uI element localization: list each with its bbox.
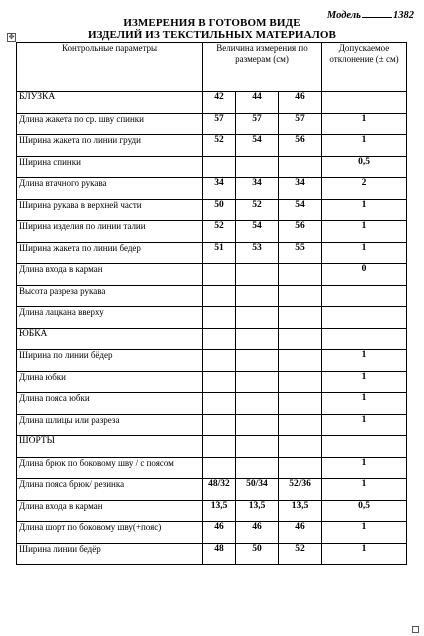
- table-row: [17, 307, 407, 329]
- size-value-3: [279, 264, 322, 286]
- table-row: [17, 135, 407, 157]
- size-value-3: [279, 328, 322, 350]
- size-value-1: [203, 414, 236, 436]
- size-value-1: [203, 285, 236, 307]
- size-value-2: 50: [236, 543, 279, 565]
- size-value-2: [236, 307, 279, 329]
- size-value-2: 34: [236, 178, 279, 200]
- size-value-3: [279, 156, 322, 178]
- size-value-2: [236, 285, 279, 307]
- table-move-handle-icon[interactable]: ✥: [8, 33, 15, 41]
- table-row: [17, 178, 407, 200]
- tolerance-value: 1: [322, 113, 407, 135]
- size-value-2: 54: [236, 221, 279, 243]
- tolerance-value: [322, 285, 407, 307]
- table-row: [17, 522, 407, 544]
- size-value-1: [203, 350, 236, 372]
- param-label: Ширина жакета по линии груди: [17, 135, 203, 157]
- size-value-3: [279, 436, 322, 458]
- measurements-table: [16, 42, 407, 565]
- tolerance-value: [322, 436, 407, 458]
- size-value-2: [236, 457, 279, 479]
- size-value-1: 52: [203, 135, 236, 157]
- size-value-2: [236, 371, 279, 393]
- table-row: [17, 242, 407, 264]
- size-value-3: 34: [279, 178, 322, 200]
- header-params: Контрольные параметры: [17, 43, 203, 92]
- size-value-2: 54: [236, 135, 279, 157]
- size-value-1: [203, 436, 236, 458]
- tolerance-value: 1: [322, 479, 407, 501]
- param-label: Длина брюк по боковому шву / с поясом: [17, 457, 203, 479]
- size-value-3: [279, 371, 322, 393]
- size-value-3: [279, 414, 322, 436]
- size-value-2: [236, 264, 279, 286]
- size-value-3: 46: [279, 92, 322, 114]
- table-row: [17, 371, 407, 393]
- size-value-2: 46: [236, 522, 279, 544]
- param-label: Длина пояса брюк/ резинка: [17, 479, 203, 501]
- table-header-row: [17, 43, 407, 92]
- header-tolerance: Допускаемое отклонение (± см): [322, 43, 407, 92]
- param-label: Длина втачного рукава: [17, 178, 203, 200]
- size-value-3: 56: [279, 135, 322, 157]
- param-label: Длина входа в карман: [17, 264, 203, 286]
- tolerance-value: 0,5: [322, 500, 407, 522]
- param-label: Длина шорт по боковому шву(+пояс): [17, 522, 203, 544]
- size-value-1: [203, 371, 236, 393]
- size-value-2: [236, 328, 279, 350]
- size-value-1: [203, 457, 236, 479]
- param-label: Длина жакета по ср. шву спинки: [17, 113, 203, 135]
- size-value-3: 56: [279, 221, 322, 243]
- size-value-1: 46: [203, 522, 236, 544]
- param-label: Ширина линии бедёр: [17, 543, 203, 565]
- size-value-2: 57: [236, 113, 279, 135]
- size-value-2: 52: [236, 199, 279, 221]
- size-value-1: 51: [203, 242, 236, 264]
- size-value-3: [279, 350, 322, 372]
- table-body: [17, 92, 407, 565]
- tolerance-value: 1: [322, 457, 407, 479]
- tolerance-value: [322, 328, 407, 350]
- tolerance-value: 1: [322, 371, 407, 393]
- size-value-1: 57: [203, 113, 236, 135]
- table-row: [17, 543, 407, 565]
- table-row: [17, 479, 407, 501]
- size-value-2: [236, 156, 279, 178]
- table-row: [17, 285, 407, 307]
- param-label: Длина шлицы или разреза: [17, 414, 203, 436]
- size-value-3: 57: [279, 113, 322, 135]
- param-label: Длина пояса юбки: [17, 393, 203, 415]
- header-sizes: Величина измерения по размерам (см): [203, 43, 322, 92]
- size-value-2: [236, 436, 279, 458]
- section-label: ШОРТЫ: [17, 436, 203, 458]
- size-value-2: 44: [236, 92, 279, 114]
- table-row: [17, 393, 407, 415]
- table-row: [17, 350, 407, 372]
- param-label: Ширина жакета по линии бедер: [17, 242, 203, 264]
- table-row: [17, 221, 407, 243]
- size-value-3: 52: [279, 543, 322, 565]
- size-value-1: 13,5: [203, 500, 236, 522]
- size-value-2: 13,5: [236, 500, 279, 522]
- tolerance-value: [322, 92, 407, 114]
- table-row: [17, 414, 407, 436]
- size-value-3: 13,5: [279, 500, 322, 522]
- size-value-1: 42: [203, 92, 236, 114]
- tolerance-value: 2: [322, 178, 407, 200]
- tolerance-value: 0: [322, 264, 407, 286]
- section-row: [17, 92, 407, 114]
- size-value-1: 48: [203, 543, 236, 565]
- param-label: Ширина спинки: [17, 156, 203, 178]
- table-row: [17, 457, 407, 479]
- size-value-3: [279, 457, 322, 479]
- model-prefix: Модель: [326, 10, 361, 21]
- size-value-3: [279, 285, 322, 307]
- table-row: [17, 199, 407, 221]
- size-value-2: [236, 350, 279, 372]
- size-value-1: [203, 156, 236, 178]
- size-value-3: [279, 393, 322, 415]
- table-row: [17, 264, 407, 286]
- param-label: Ширина изделия по линии талии: [17, 221, 203, 243]
- section-row: [17, 436, 407, 458]
- size-value-1: 48/32: [203, 479, 236, 501]
- tolerance-value: 1: [322, 414, 407, 436]
- document-title-line-2: ИЗДЕЛИЙ ИЗ ТЕКСТИЛЬНЫХ МАТЕРИАЛОВ: [88, 29, 336, 41]
- tolerance-value: 1: [322, 135, 407, 157]
- size-value-3: 55: [279, 242, 322, 264]
- param-label: Высота разреза рукава: [17, 285, 203, 307]
- section-row: [17, 328, 407, 350]
- size-value-1: [203, 328, 236, 350]
- tolerance-value: 1: [322, 350, 407, 372]
- size-value-3: 52/36: [279, 479, 322, 501]
- document-title-line-1: ИЗМЕРЕНИЯ В ГОТОВОМ ВИДЕ: [123, 17, 301, 29]
- section-label: БЛУЗКА: [17, 92, 203, 114]
- tolerance-value: 1: [322, 199, 407, 221]
- size-value-1: 34: [203, 178, 236, 200]
- section-label: ЮБКА: [17, 328, 203, 350]
- tolerance-value: 0,5: [322, 156, 407, 178]
- param-label: Ширина по линии бёдер: [17, 350, 203, 372]
- table-row: [17, 156, 407, 178]
- size-value-2: [236, 393, 279, 415]
- size-value-1: [203, 307, 236, 329]
- tolerance-value: [322, 307, 407, 329]
- size-value-3: 54: [279, 199, 322, 221]
- param-label: Длина юбки: [17, 371, 203, 393]
- tolerance-value: 1: [322, 221, 407, 243]
- table-row: [17, 500, 407, 522]
- param-label: Длина лацкана вверху: [17, 307, 203, 329]
- size-value-2: [236, 414, 279, 436]
- size-value-1: [203, 393, 236, 415]
- model-number: 1382: [393, 10, 414, 21]
- param-label: Длина входа в карман: [17, 500, 203, 522]
- size-value-2: 53: [236, 242, 279, 264]
- tolerance-value: 1: [322, 242, 407, 264]
- size-value-1: [203, 264, 236, 286]
- size-value-3: 46: [279, 522, 322, 544]
- table-resize-handle-icon[interactable]: [412, 626, 419, 633]
- size-value-3: [279, 307, 322, 329]
- size-value-1: 50: [203, 199, 236, 221]
- param-label: Ширина рукава в верхней части: [17, 199, 203, 221]
- size-value-1: 52: [203, 221, 236, 243]
- table-row: [17, 113, 407, 135]
- tolerance-value: 1: [322, 393, 407, 415]
- size-value-2: 50/34: [236, 479, 279, 501]
- tolerance-value: 1: [322, 543, 407, 565]
- tolerance-value: 1: [322, 522, 407, 544]
